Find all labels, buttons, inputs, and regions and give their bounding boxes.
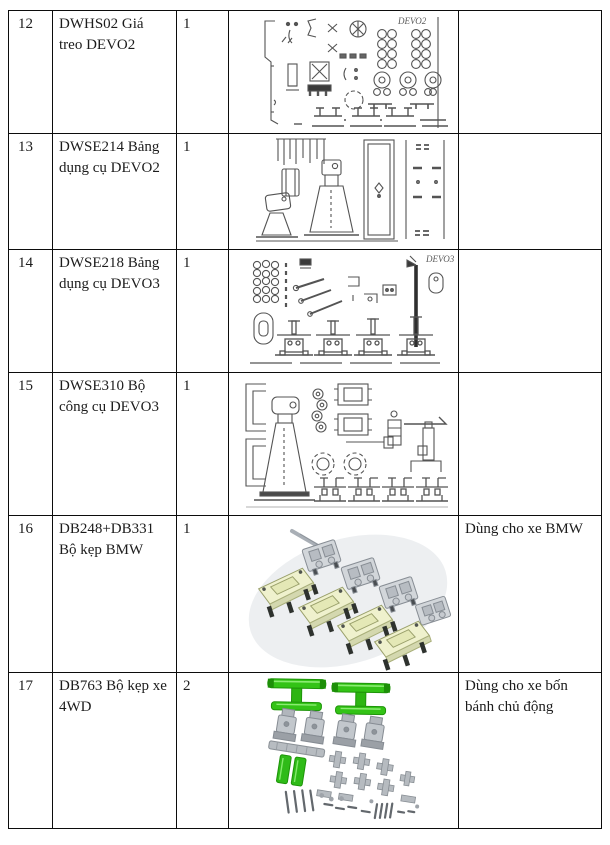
item-quantity: 1 [177,11,229,134]
table-row [9,373,602,516]
item-description: DB248+DB331 Bộ kẹp BMW [53,516,177,673]
row-number: 16 [9,516,53,673]
item-note: Dùng cho xe BMW [459,516,602,673]
item-image-cell [229,673,459,829]
item-quantity: 1 [177,373,229,516]
item-quantity: 1 [177,516,229,673]
item-description: DB763 Bộ kẹp xe 4WD [53,673,177,829]
devo3-tool-set-drawing [230,374,457,514]
item-image-cell [229,373,459,516]
item-quantity: 2 [177,673,229,829]
item-image-cell [229,11,459,134]
item-description: DWHS02 Giá treo DEVO2 [53,11,177,134]
table-row [9,516,602,673]
item-quantity: 1 [177,134,229,250]
item-description: DWSE218 Bảng dụng cụ DEVO3 [53,250,177,373]
devo3-tool-board-drawing [230,251,457,371]
svg-text:DEVO3: DEVO3 [426,254,455,264]
row-number: 15 [9,373,53,516]
item-image-cell [229,134,459,250]
item-note [459,11,602,134]
item-note: Dùng cho xe bốn bánh chủ động [459,673,602,829]
devo2-tool-board-drawing [230,135,457,248]
item-note [459,134,602,250]
item-note [459,250,602,373]
row-number: 13 [9,134,53,250]
table-row [9,250,602,373]
devo2-hanger-drawing [230,12,457,132]
row-number: 17 [9,673,53,829]
svg-text:DEVO2: DEVO2 [398,16,427,26]
fourwd-clamp-set-render [230,674,457,827]
bmw-clamp-set-render [230,517,457,671]
item-description: DWSE214 Bảng dụng cụ DEVO2 [53,134,177,250]
item-note [459,373,602,516]
item-description: DWSE310 Bộ công cụ DEVO3 [53,373,177,516]
item-image-cell [229,250,459,373]
table-row [9,11,602,134]
row-number: 14 [9,250,53,373]
item-image-cell [229,516,459,673]
item-quantity: 1 [177,250,229,373]
row-number: 12 [9,11,53,134]
table-row [9,134,602,250]
equipment-parts-table [8,10,602,829]
table-row [9,673,602,829]
